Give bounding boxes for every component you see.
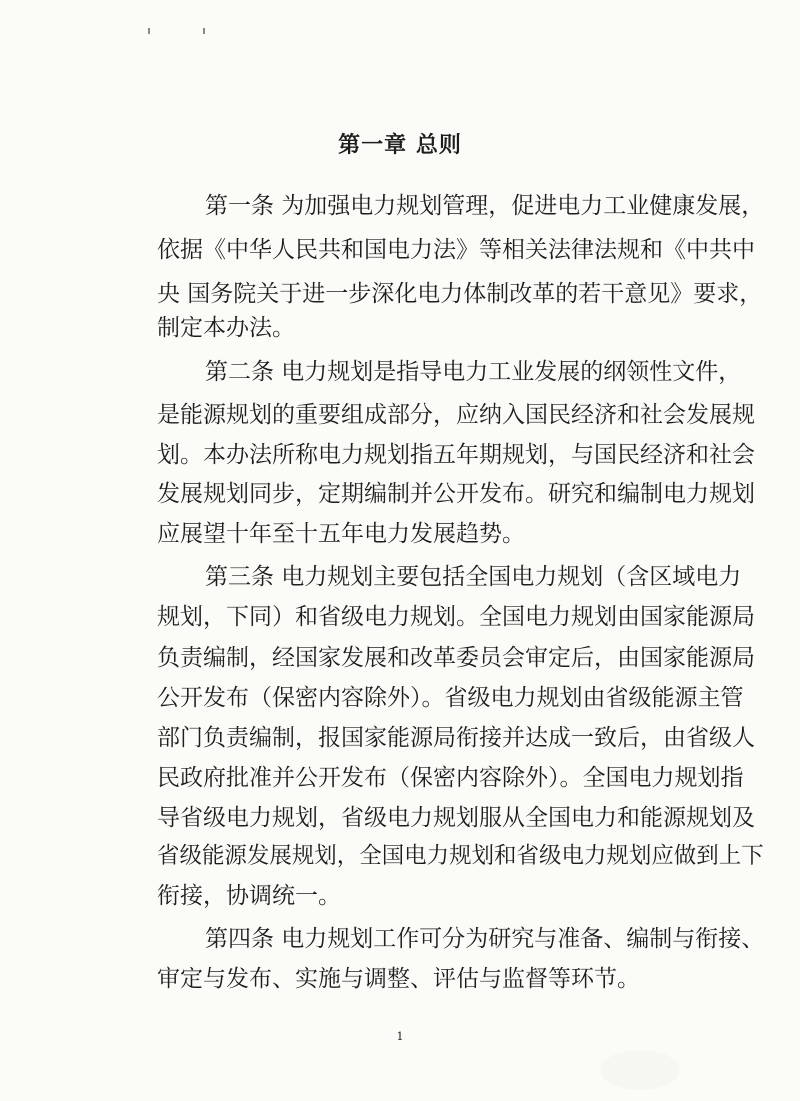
text-line: 制定本办法。 [157,315,295,341]
text-line: 负责编制，经国家发展和改革委员会审定后，由国家能源局 [157,645,755,671]
text-line: 省级能源发展规划，全国电力规划和省级电力规划应做到上下 [157,843,764,869]
chapter-title: 第一章 总则 [338,133,462,158]
text-line: 部门负责编制，报国家能源局衔接并达成一致后，由省级人 [157,725,755,751]
text-line: 第三条 电力规划主要包括全国电力规划（含区域电力 [205,564,742,590]
text-line: 发展规划同步，定期编制并公开发布。研究和编制电力规划 [157,481,755,507]
text-line: 第四条 电力规划工作可分为研究与准备、编制与衔接、 [205,926,765,952]
scan-mark [203,28,205,34]
text-line: 是能源规划的重要组成部分，应纳入国民经济和社会发展规 [157,402,755,428]
text-line: 民政府批准并公开发布（保密内容除外）。全国电力规划指 [157,765,744,791]
text-line: 审定与发布、实施与调整、评估与监督等环节。 [157,966,640,992]
text-line: 应展望十年至十五年电力发展趋势。 [157,521,525,547]
text-line: 导省级电力规划，省级电力规划服从全国电力和能源规划及 [157,805,755,831]
text-line: 规划，下同）和省级电力规划。全国电力规划由国家能源局 [157,604,755,630]
text-line: 衔接，协调统一。 [157,883,341,909]
text-line: 第一条 为加强电力规划管理，促进电力工业健康发展， [205,193,765,219]
text-line: 央 国务院关于进一步深化电力体制改革的若干意见》要求， [157,281,763,307]
text-line: 依据《中华人民共和国电力法》等相关法律法规和《中共中 [157,237,755,263]
scan-smudge [600,1050,680,1090]
page-number: 1 [396,1030,404,1043]
text-line: 第二条 电力规划是指导电力工业发展的纲领性文件， [205,359,742,385]
text-line: 公开发布（保密内容除外）。省级电力规划由省级能源主管 [157,685,744,711]
text-line: 划。本办法所称电力规划指五年期规划，与国民经济和社会 [157,442,755,468]
scan-mark [148,28,150,34]
